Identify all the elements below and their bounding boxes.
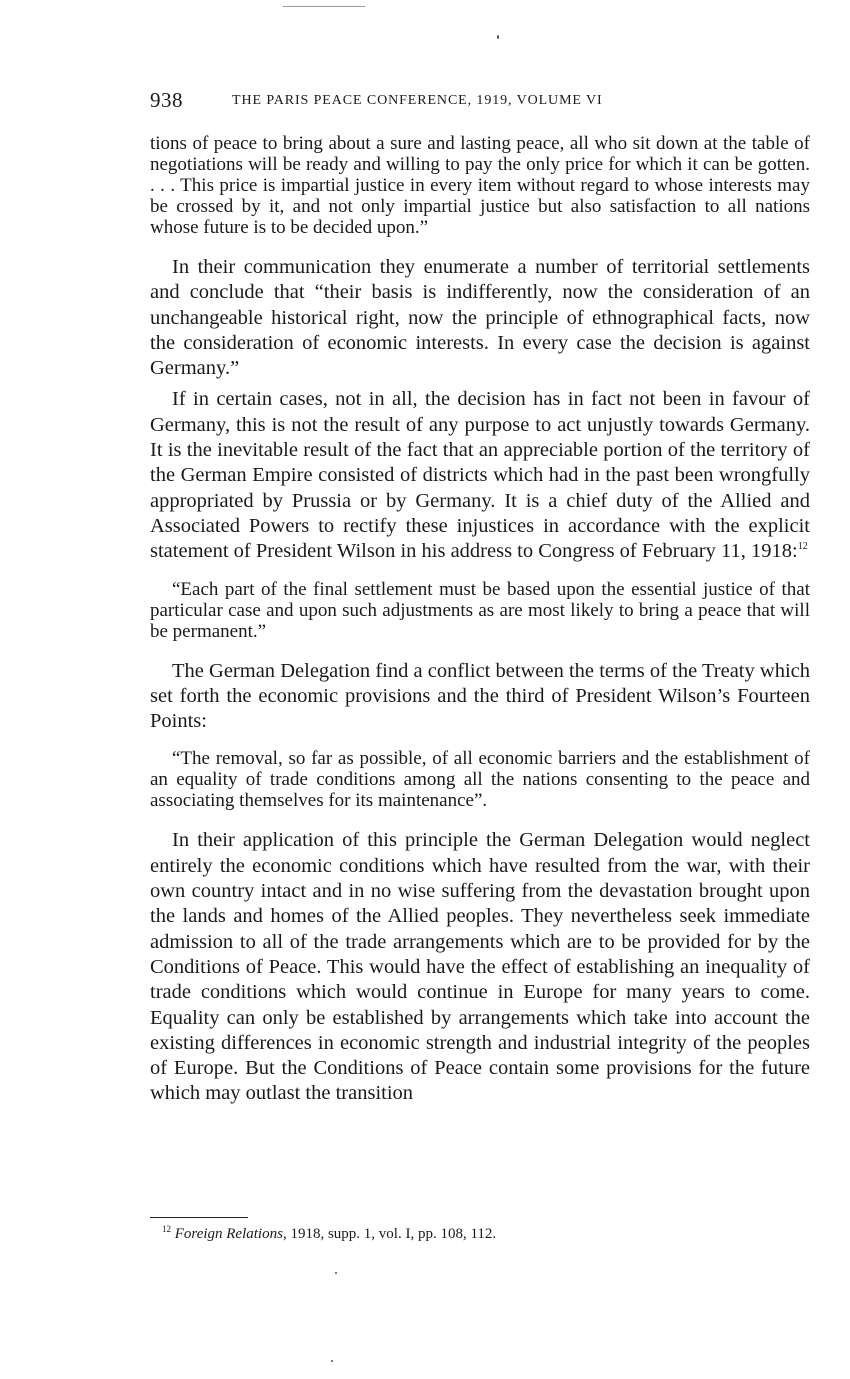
footnote-title: Foreign Relations [174,1226,283,1242]
page-number: 938 [150,88,183,112]
footnote-citation: , 1918, supp. 1, vol. I, pp. 108, 112. [282,1226,497,1242]
paragraph: The German Delegation find a conflict between the terms of the Treaty which set forth the economic provisions and the third of President Wilson’s Fourteen Points: [150,659,810,733]
block-quote: “Each part of the final settlement must be based upon the essential justice of that particular case and upon such adjustments as are most likely to bring a peace that will be permanent.” [150,578,810,642]
paragraph-text: If in certain cases, not in all, the decision has in fact not been in favour of Germany, this is not the result of any purpose to act unjustly towards Germany. It is the inevitable result of the fact that an appreciable portion of the territory of the German Empire consisted of districts which had in the past been wrongfully appropriated by Prussia or by Germany. It is a chief duty of the Allied and Associated Powers to rectify these injustices in accordance with the explicit statement of President Wilson in his address to Congress of February 11, 1918: [150,388,810,563]
footnote [162,1226,496,1243]
top-edge-rule [283,6,365,7]
running-head: THE PARIS PEACE CONFERENCE, 1919, VOLUME VI [232,93,603,108]
scan-speck [331,1360,333,1362]
page-body [150,133,810,1107]
scan-speck [497,35,499,39]
scan-speck [335,1272,337,1274]
paragraph [150,387,810,564]
paragraph: In their communication they enumerate a number of territorial settlements and conclude that “their basis is indifferently, now the consideration of an unchangeable historical right, now the principle of ethnographical facts, now the consideration of economic interests. In every case the decision is against Germany.” [150,256,810,380]
paragraph: In their application of this principle the German Delegation would neglect entirely the economic conditions which have resulted from the war, with their own country intact and in no wise suffering from the devastation brought upon the lands and homes of the Allied peoples. They nevertheless seek immediate admission to all of the trade arrangements which are to be provided for by the Conditions of Peace. This would have the effect of establishing an inequality of trade conditions which would continue in Europe for many years to come. Equality can only be established by arrangements which take into account the existing differences in economic strength and industrial integrity of the peoples of Europe. But the Conditions of Peace contain some provisions for the future which may outlast the transition [150,829,810,1105]
block-quote: “The removal, so far as possible, of all economic barriers and the establishment of an equality of trade conditions among all the nations consenting to the peace and associating themselves for its maintenance”. [150,748,810,812]
footnote-marker: 12 [162,1224,171,1234]
paragraph-quote-continuation: tions of peace to bring about a sure and lasting peace, all who sit down at the table of negotiations will be ready and willing to pay the only price for which it can be gotten. . . . This price is impartial justice in every item without regard to whose interests may be crossed by it, and not only impartial justice but also satisfaction to all nations whose future is to be decided upon.” [150,133,810,238]
footnote-reference: 12 [797,541,808,553]
page-header [150,88,810,118]
footnote-rule [150,1217,248,1218]
